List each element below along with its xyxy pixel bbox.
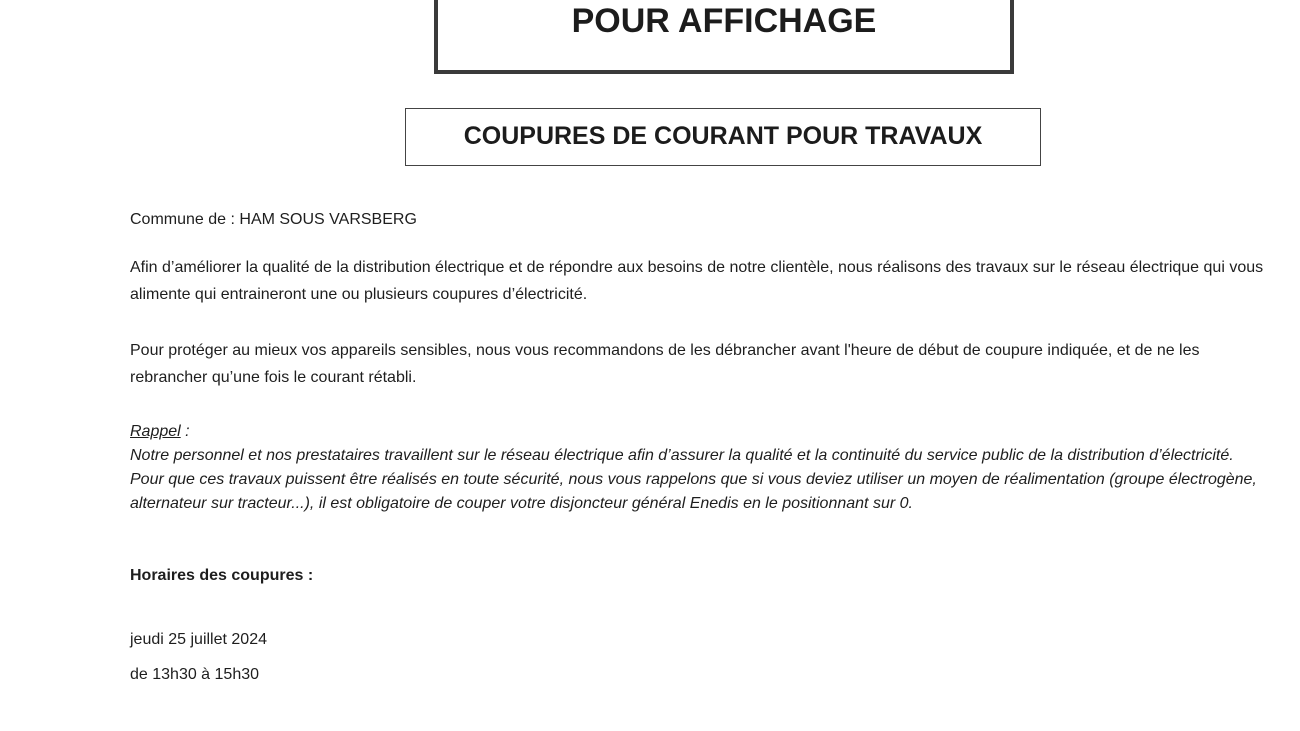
intro-paragraph: Afin d’améliorer la qualité de la distribution électrique et de répondre aux besoins de notre clientèle, nous réalisons des travaux sur le réseau électrique qui vous alimente qui entraineront une ou plusieurs coupures d’électricité. <box>130 259 1264 303</box>
commune-line: Commune de : HAM SOUS VARSBERG <box>130 211 417 228</box>
protect-paragraph: Pour protéger au mieux vos appareils sensibles, nous vous recommandons de les débrancher avant l'heure de début de coupure indiquée, et de ne les rebrancher qu’une fois le courant rétabli. <box>130 342 1200 386</box>
schedule-title: Horaires des coupures : <box>130 567 314 584</box>
schedule-date: jeudi 25 juillet 2024 <box>130 631 267 648</box>
rappel-heading <box>130 422 190 442</box>
header-box <box>434 0 1014 74</box>
rappel-paragraph: Notre personnel et nos prestataires travaillent sur le réseau électrique afin d’assurer la qualité et la continuité du service public de la distribution d’électricité. Pour que ces travaux puissent être réalisés en toute sécurité, nous vous rappelons que si vous deviez utiliser un moyen de réalimentation (groupe électrogène, alternateur sur tracteur...), il est obligatoire de couper votre disjoncteur général Enedis en le positionnant sur 0. <box>130 447 1257 512</box>
header-title: POUR AFFICHAGE <box>571 2 877 40</box>
rappel-label: Rappel <box>130 423 181 440</box>
rappel-colon: : <box>180 423 190 440</box>
notice-title: COUPURES DE COURANT POUR TRAVAUX <box>463 122 983 150</box>
schedule-time: de 13h30 à 15h30 <box>130 666 260 683</box>
notice-title-box <box>405 108 1041 166</box>
